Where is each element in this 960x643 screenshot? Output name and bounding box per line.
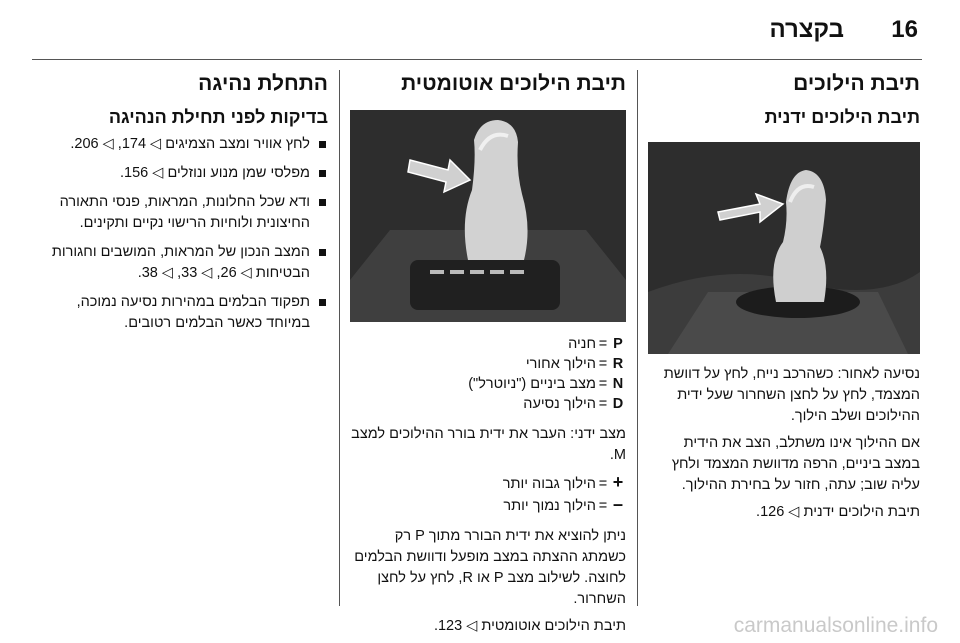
manual-mode-paragraph: מצב ידני: העבר את ידית בורר ההילוכים למצב M. <box>351 426 626 463</box>
automatic-gearbox-section <box>350 70 626 643</box>
gear-not-engaging-paragraph: אם ההילוך אינו משתלב, הצב את הידית במצב ביניים, הרפה מדוושת המצמד ולחץ עליה שוב; עתה, חזור על בחירת ההילוך. <box>671 435 920 493</box>
automatic-selector-figure <box>350 110 626 322</box>
pre-drive-checklist <box>32 134 328 334</box>
column-divider-right <box>637 70 638 606</box>
manual-gearbox-section <box>648 70 920 529</box>
manual-mode-keys <box>350 472 626 516</box>
column-divider-left <box>339 70 340 606</box>
chapter-title: בקצרה <box>769 16 844 43</box>
site-watermark: carmanualsonline.info <box>733 614 938 637</box>
checklist-item: מפלסי שמן מנוע ונוזלים ◁ 156. <box>32 163 328 184</box>
gear-up-row: + = הילוך גבוה יותר <box>350 472 626 494</box>
manual-gear-lever-figure <box>648 142 920 354</box>
section-title-automatic: תיבת הילוכים אוטומטית <box>401 72 626 95</box>
starting-drive-section <box>32 70 328 342</box>
gear-down-row: – = הילוך נמוך יותר <box>350 494 626 516</box>
manual-gearbox-reference[interactable] <box>648 502 920 523</box>
plus-icon: + <box>612 472 624 492</box>
automatic-gearbox-reference[interactable] <box>350 616 626 637</box>
checklist-item: ודא שכל החלונות, המראות, פנסי התאורה החיצונית ולוחיות הרישוי נקיים ותקינים. <box>32 192 328 234</box>
subsection-title-manual: תיבת הילוכים ידנית <box>764 107 920 127</box>
page-header <box>0 0 960 60</box>
header-rule <box>32 59 922 60</box>
page-number: 16 <box>891 16 918 43</box>
automatic-selector-illustration <box>350 110 626 322</box>
selector-release-paragraph: ניתן להוציא את ידית הבורר מתוך P רק כשמתג ההצתה במצב מופעל ודוושת הבלמים לחוצה. לשילוב מצב P או R, לחץ על לחצן השחרור. <box>354 528 626 607</box>
reference-link-automatic[interactable]: תיבת הילוכים אוטומטית ◁ 123. <box>433 618 626 634</box>
gear-position-d: D = הילוך נסיעה <box>523 396 624 412</box>
subsection-title-checks: בדיקות לפני תחילת הנהיגה <box>108 107 328 127</box>
checklist-item: המצב הנכון של המראות, המושבים וחגורות הבטיחות ◁ 26, ◁ 33, ◁ 38. <box>32 242 328 284</box>
checklist-item: לחץ אוויר ומצב הצמיגים ◁ 174, ◁ 206. <box>32 134 328 155</box>
gear-position-n: N = מצב ביניים ("ניוטרל") <box>468 376 624 392</box>
reference-link-manual[interactable]: תיבת הילוכים ידנית ◁ 126. <box>756 504 920 520</box>
section-title-starting: התחלת נהיגה <box>198 72 328 95</box>
section-title-gearbox: תיבת הילוכים <box>793 72 920 95</box>
reverse-gear-paragraph: נסיעה לאחור: כשהרכב נייח, לחץ על דוושת המצמד, לחץ על לחצן השחרור שעל ידית ההילוכים ושלב הילוך. <box>663 366 920 424</box>
manual-gear-lever-illustration <box>648 142 920 354</box>
checklist-item: תפקוד הבלמים במהירות נסיעה נמוכה, במיוחד כאשר הבלמים רטובים. <box>32 292 328 334</box>
minus-icon: – <box>612 494 623 514</box>
gear-position-r: R = הילוך אחורי <box>525 356 624 372</box>
gear-position-p: P = חניה <box>568 336 623 352</box>
gear-positions-list <box>350 334 626 414</box>
